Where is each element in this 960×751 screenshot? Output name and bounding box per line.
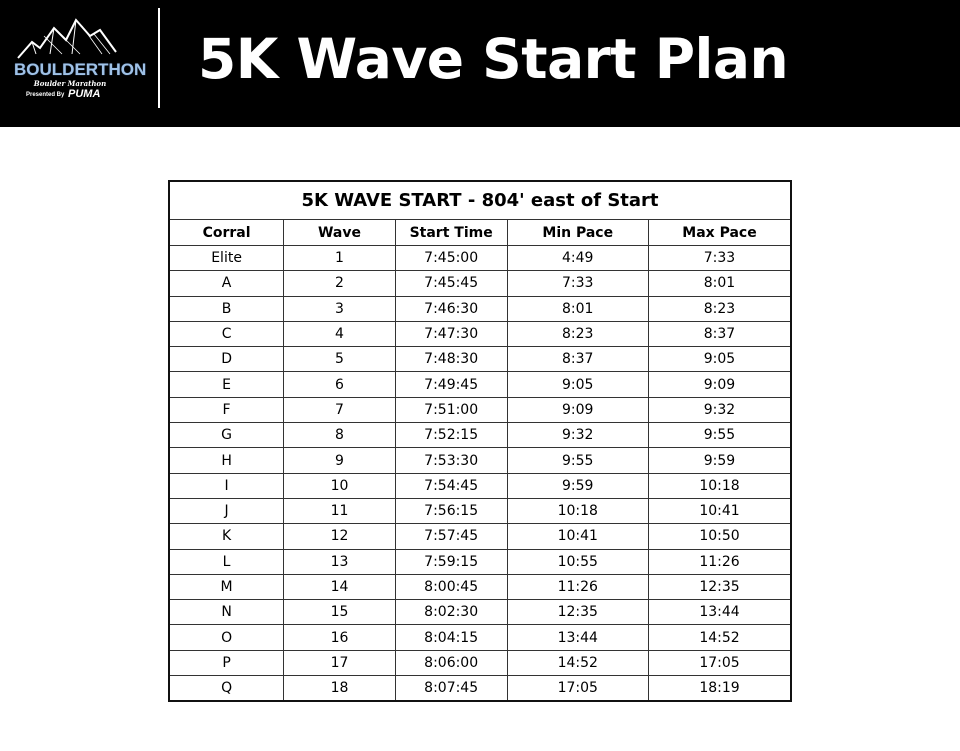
cell-min-pace: 12:35 — [507, 600, 648, 625]
cell-wave: 10 — [284, 473, 396, 498]
cell-max-pace: 9:55 — [648, 423, 791, 448]
sponsor-logo: PUMA — [68, 88, 101, 100]
cell-corral: B — [169, 296, 284, 321]
cell-min-pace: 10:55 — [507, 549, 648, 574]
cell-wave: 16 — [284, 625, 396, 650]
cell-start-time: 7:45:45 — [395, 271, 507, 296]
cell-wave: 6 — [284, 372, 396, 397]
cell-start-time: 7:45:00 — [395, 246, 507, 271]
cell-wave: 18 — [284, 676, 396, 702]
cell-wave: 12 — [284, 524, 396, 549]
cell-wave: 13 — [284, 549, 396, 574]
cell-min-pace: 17:05 — [507, 676, 648, 702]
table-body — [169, 246, 791, 702]
table-row — [169, 473, 791, 498]
cell-wave: 15 — [284, 600, 396, 625]
boulderthon-logo — [10, 14, 147, 106]
cell-corral: Elite — [169, 246, 284, 271]
column-header-corral: Corral — [169, 220, 284, 246]
cell-corral: L — [169, 549, 284, 574]
cell-max-pace: 13:44 — [648, 600, 791, 625]
column-header-max-pace: Max Pace — [648, 220, 791, 246]
table-row — [169, 347, 791, 372]
table-row — [169, 574, 791, 599]
cell-corral: I — [169, 473, 284, 498]
cell-corral: H — [169, 448, 284, 473]
cell-corral: F — [169, 397, 284, 422]
cell-wave: 17 — [284, 650, 396, 675]
header-banner — [0, 0, 960, 127]
table-row — [169, 498, 791, 523]
table-header-row — [169, 220, 791, 246]
table-row — [169, 625, 791, 650]
cell-min-pace: 7:33 — [507, 271, 648, 296]
cell-corral: K — [169, 524, 284, 549]
table-row — [169, 296, 791, 321]
cell-corral: O — [169, 625, 284, 650]
cell-max-pace: 7:33 — [648, 246, 791, 271]
cell-max-pace: 9:05 — [648, 347, 791, 372]
cell-corral: Q — [169, 676, 284, 702]
cell-min-pace: 13:44 — [507, 625, 648, 650]
table-row — [169, 321, 791, 346]
logo-presented-by: Presented By — [26, 92, 65, 98]
table-row — [169, 246, 791, 271]
table-row — [169, 549, 791, 574]
table-row — [169, 650, 791, 675]
column-header-min-pace: Min Pace — [507, 220, 648, 246]
cell-max-pace: 8:01 — [648, 271, 791, 296]
cell-start-time: 7:51:00 — [395, 397, 507, 422]
cell-min-pace: 10:18 — [507, 498, 648, 523]
page-title: 5K Wave Start Plan — [198, 27, 789, 91]
cell-max-pace: 14:52 — [648, 625, 791, 650]
cell-start-time: 8:00:45 — [395, 574, 507, 599]
table-caption: 5K WAVE START - 804' east of Start — [169, 181, 791, 220]
cell-corral: P — [169, 650, 284, 675]
logo-brand: BOULDERTHON — [14, 60, 147, 79]
cell-min-pace: 4:49 — [507, 246, 648, 271]
cell-start-time: 7:46:30 — [395, 296, 507, 321]
table-row — [169, 372, 791, 397]
cell-start-time: 7:54:45 — [395, 473, 507, 498]
cell-min-pace: 8:01 — [507, 296, 648, 321]
cell-start-time: 7:49:45 — [395, 372, 507, 397]
cell-start-time: 8:07:45 — [395, 676, 507, 702]
cell-corral: C — [169, 321, 284, 346]
cell-corral: E — [169, 372, 284, 397]
table-row — [169, 423, 791, 448]
header-divider — [158, 8, 160, 108]
cell-max-pace: 8:37 — [648, 321, 791, 346]
cell-min-pace: 8:37 — [507, 347, 648, 372]
cell-start-time: 7:53:30 — [395, 448, 507, 473]
column-header-wave: Wave — [284, 220, 396, 246]
cell-max-pace: 9:09 — [648, 372, 791, 397]
cell-wave: 11 — [284, 498, 396, 523]
table-row — [169, 448, 791, 473]
logo-tagline: Boulder Marathon — [33, 79, 107, 88]
cell-wave: 4 — [284, 321, 396, 346]
table-row — [169, 397, 791, 422]
cell-min-pace: 9:09 — [507, 397, 648, 422]
cell-start-time: 7:57:45 — [395, 524, 507, 549]
cell-corral: N — [169, 600, 284, 625]
cell-min-pace: 11:26 — [507, 574, 648, 599]
cell-min-pace: 9:32 — [507, 423, 648, 448]
cell-max-pace: 17:05 — [648, 650, 791, 675]
mountain-icon — [10, 14, 125, 64]
cell-min-pace: 14:52 — [507, 650, 648, 675]
table-row — [169, 600, 791, 625]
cell-wave: 2 — [284, 271, 396, 296]
table-row — [169, 676, 791, 702]
cell-corral: A — [169, 271, 284, 296]
cell-start-time: 7:48:30 — [395, 347, 507, 372]
cell-max-pace: 9:32 — [648, 397, 791, 422]
cell-max-pace: 9:59 — [648, 448, 791, 473]
table-row — [169, 524, 791, 549]
cell-max-pace: 11:26 — [648, 549, 791, 574]
cell-min-pace: 9:55 — [507, 448, 648, 473]
cell-wave: 14 — [284, 574, 396, 599]
table-row — [169, 271, 791, 296]
cell-min-pace: 10:41 — [507, 524, 648, 549]
cell-wave: 9 — [284, 448, 396, 473]
cell-max-pace: 10:50 — [648, 524, 791, 549]
cell-start-time: 8:06:00 — [395, 650, 507, 675]
cell-min-pace: 9:59 — [507, 473, 648, 498]
cell-wave: 8 — [284, 423, 396, 448]
cell-corral: J — [169, 498, 284, 523]
cell-corral: G — [169, 423, 284, 448]
cell-corral: M — [169, 574, 284, 599]
cell-start-time: 7:56:15 — [395, 498, 507, 523]
cell-wave: 1 — [284, 246, 396, 271]
cell-wave: 7 — [284, 397, 396, 422]
cell-max-pace: 10:41 — [648, 498, 791, 523]
cell-max-pace: 8:23 — [648, 296, 791, 321]
cell-start-time: 7:52:15 — [395, 423, 507, 448]
cell-start-time: 7:59:15 — [395, 549, 507, 574]
cell-wave: 5 — [284, 347, 396, 372]
cell-start-time: 8:02:30 — [395, 600, 507, 625]
column-header-start-time: Start Time — [395, 220, 507, 246]
cell-min-pace: 8:23 — [507, 321, 648, 346]
cell-start-time: 8:04:15 — [395, 625, 507, 650]
cell-max-pace: 10:18 — [648, 473, 791, 498]
cell-max-pace: 12:35 — [648, 574, 791, 599]
cell-corral: D — [169, 347, 284, 372]
wave-start-table — [168, 180, 792, 702]
cell-start-time: 7:47:30 — [395, 321, 507, 346]
cell-wave: 3 — [284, 296, 396, 321]
cell-min-pace: 9:05 — [507, 372, 648, 397]
cell-max-pace: 18:19 — [648, 676, 791, 702]
